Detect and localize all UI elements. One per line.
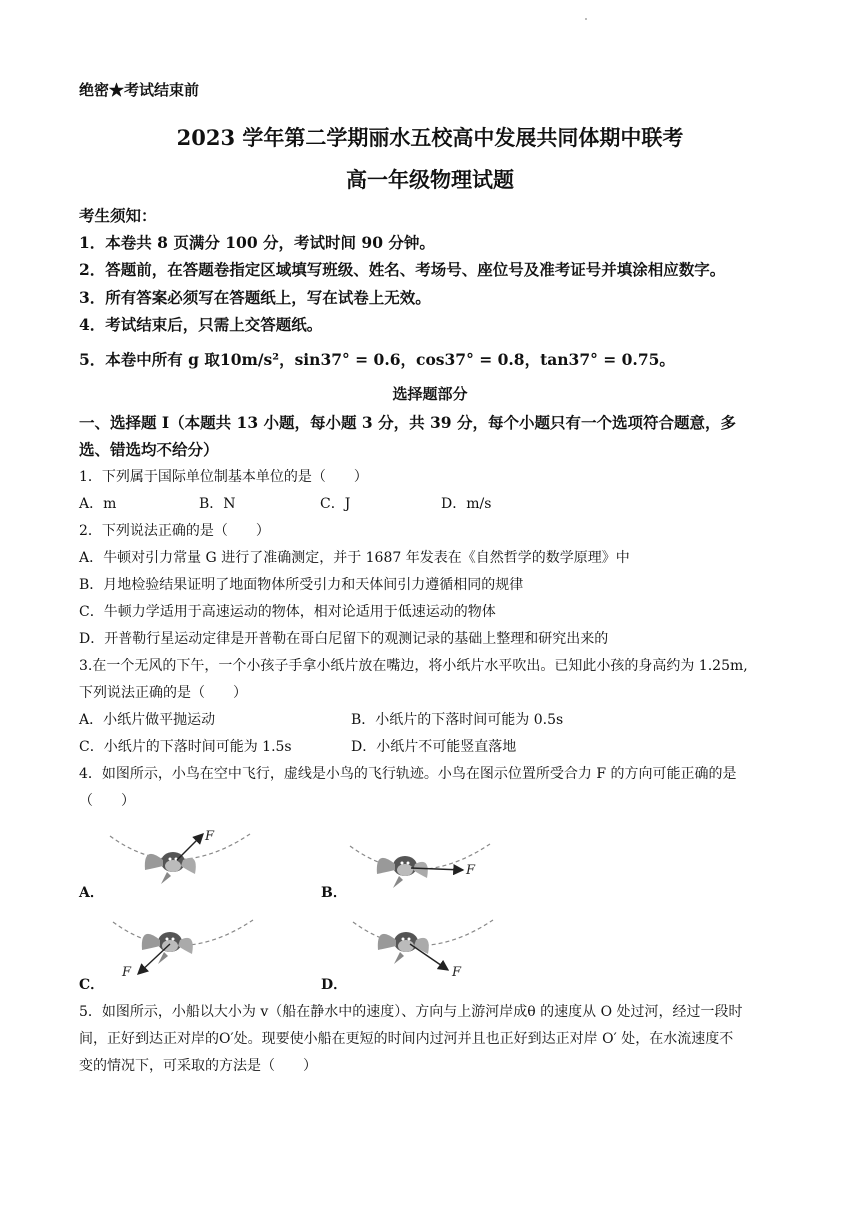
q3-option-a: A．小纸片做平抛运动 bbox=[79, 712, 216, 728]
q2-option-a: A．牛顿对引力常量 G 进行了准确测定，并于 1687 年发表在《自然哲学的数学原理》中 bbox=[79, 550, 630, 566]
part1-instructions-line1: 一、选择题 I（本题共 13 小题，每小题 3 分，共 39 分，每个小题只有一个选项符合题意，多 bbox=[79, 413, 736, 432]
q2-stem: 2．下列说法正确的是（ ） bbox=[79, 523, 270, 539]
bird-icon bbox=[145, 852, 196, 884]
q5-stem-line3: 变的情况下，可采取的方法是（ ） bbox=[79, 1058, 317, 1074]
q1-option-a: A．m bbox=[79, 496, 117, 512]
q4-option-c: C． bbox=[79, 977, 105, 993]
q3-option-c: C．小纸片的下落时间可能为 1.5s bbox=[79, 739, 292, 755]
q3-option-b: B．小纸片的下落时间可能为 0.5s bbox=[351, 712, 564, 728]
q2-option-b: B．月地检验结果证明了地面物体所受引力和天体间引力遵循相同的规律 bbox=[79, 577, 524, 593]
confidential-label: 绝密★考试结束前 bbox=[79, 81, 200, 99]
q4-figure-b bbox=[345, 836, 495, 906]
force-label: F bbox=[452, 965, 462, 980]
q4-option-d: D． bbox=[321, 977, 348, 993]
force-label: F bbox=[466, 863, 476, 878]
force-label: F bbox=[122, 965, 132, 980]
q3-option-d: D．小纸片不可能竖直落地 bbox=[351, 739, 517, 755]
q2-option-d: D．开普勒行星运动定律是开普勒在哥白尼留下的观测记录的基础上整理和研究出来的 bbox=[79, 631, 609, 647]
scan-speck bbox=[585, 18, 587, 20]
notice-item-4: 4．考试结束后，只需上交答题纸。 bbox=[79, 315, 323, 334]
exam-title: 2023 学年第二学期丽水五校高中发展共同体期中联考 bbox=[176, 125, 684, 150]
notice-item-3: 3．所有答案必须写在答题纸上，写在试卷上无效。 bbox=[79, 288, 431, 307]
bird-icon bbox=[142, 932, 193, 964]
q4-stem-line1: 4．如图所示，小鸟在空中飞行，虚线是小鸟的飞行轨迹。小鸟在图示位置所受合力 F 的方向可能正确的是 bbox=[79, 766, 737, 782]
section-title: 选择题部分 bbox=[392, 385, 468, 403]
q5-stem-line1: 5．如图所示，小船以大小为 v（船在静水中的速度）、方向与上游河岸成θ 的速度从 O 处过河，经过一段时 bbox=[79, 1004, 743, 1020]
part1-instructions-line2: 选、错选均不给分） bbox=[79, 440, 219, 459]
exam-subtitle: 高一年级物理试题 bbox=[346, 167, 514, 192]
notice-item-1: 1．本卷共 8 页满分 100 分，考试时间 90 分钟。 bbox=[79, 233, 435, 252]
q4-option-b: B． bbox=[321, 885, 347, 901]
notice-item-2: 2．答题前，在答题卷指定区域填写班级、姓名、考场号、座位号及准考证号并填涂相应数字。 bbox=[79, 260, 726, 279]
bird-icon bbox=[378, 932, 429, 964]
q1-option-b: B．N bbox=[199, 496, 236, 512]
force-arrow bbox=[410, 944, 448, 970]
q4-figure-a bbox=[105, 826, 255, 896]
q4-figure-d bbox=[348, 912, 498, 987]
notice-heading: 考生须知： bbox=[79, 206, 157, 225]
q3-stem-line2: 下列说法正确的是（ ） bbox=[79, 685, 247, 701]
q1-stem: 1．下列属于国际单位制基本单位的是（ ） bbox=[79, 469, 368, 485]
q3-stem-line1: 3.在一个无风的下午，一个小孩子手拿小纸片放在嘴边，将小纸片水平吹出。已知此小孩的身高约为 1.25m, bbox=[79, 658, 748, 674]
q5-stem-line2: 间，正好到达正对岸的O′处。现要使小船在更短的时间内过河并且也正好到达正对岸 O′ 处，在水流速度不 bbox=[79, 1031, 734, 1047]
notice-item-5: 5．本卷中所有 g 取10m/s²，sin37° = 0.6，cos37° = 0.8，tan37° = 0.75。 bbox=[79, 350, 675, 369]
q4-figure-c bbox=[108, 912, 258, 987]
force-arrow bbox=[177, 834, 203, 860]
q1-option-c: C．J bbox=[320, 496, 351, 512]
bird-icon bbox=[377, 856, 428, 888]
q4-option-a: A． bbox=[79, 885, 104, 901]
q1-option-d: D．m/s bbox=[441, 496, 492, 512]
q4-stem-line2: （ ） bbox=[79, 793, 135, 809]
q2-option-c: C．牛顿力学适用于高速运动的物体，相对论适用于低速运动的物体 bbox=[79, 604, 496, 620]
force-label: F bbox=[205, 829, 215, 844]
